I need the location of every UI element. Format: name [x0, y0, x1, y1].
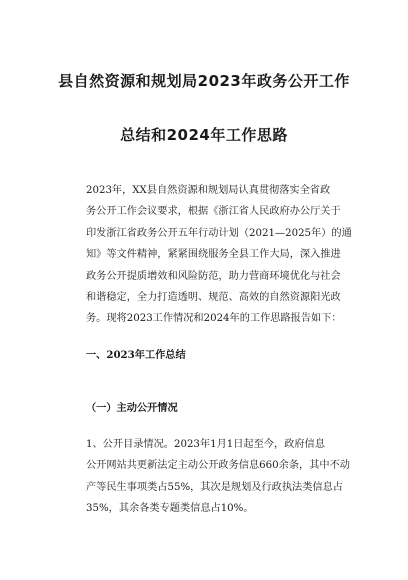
item-line: 产等民生事项类占55%，其次是规划及行政执法类信息占	[86, 481, 343, 493]
document-title-line-1: 县自然资源和规划局2023年政务公开工作	[58, 72, 350, 90]
intro-paragraph	[62, 180, 352, 330]
intro-line: 务公开工作会议要求，根据《浙江省人民政府办公厅关于	[86, 206, 341, 218]
item-line: 公开网站共更新法定主动公开政务信息660余条，其中不动	[86, 460, 350, 472]
intro-line: 2023年，XX县自然资源和规划局认真贯彻落实全省政	[86, 185, 331, 196]
document-title-line-2: 总结和2024年工作思路	[120, 126, 288, 144]
intro-line: 印发浙江省政务公开五年行动计划（2021—2025年）的通	[86, 227, 352, 239]
intro-line: 和谐稳定，全力打造透明、规范、高效的自然资源阳光政	[86, 292, 341, 304]
intro-line: 政务公开提质增效和风险防范，助力营商环境优化与社会	[86, 270, 341, 282]
intro-line: 务。现将2023工作情况和2024年的工作思路报告如下：	[86, 313, 342, 325]
item-paragraph	[62, 434, 348, 520]
item-line: 1、公开目录情况。2023年1月1日起至今，政府信息	[86, 439, 325, 450]
section-heading: 一、2023年工作总结	[86, 349, 186, 361]
intro-line: 知》等文件精神，紧紧围绕服务全县工作大局，深入推进	[86, 249, 341, 261]
subsection-heading: （一）主动公开情况	[86, 402, 178, 414]
item-line: 35%，其余各类专题类信息占10%。	[86, 503, 254, 515]
